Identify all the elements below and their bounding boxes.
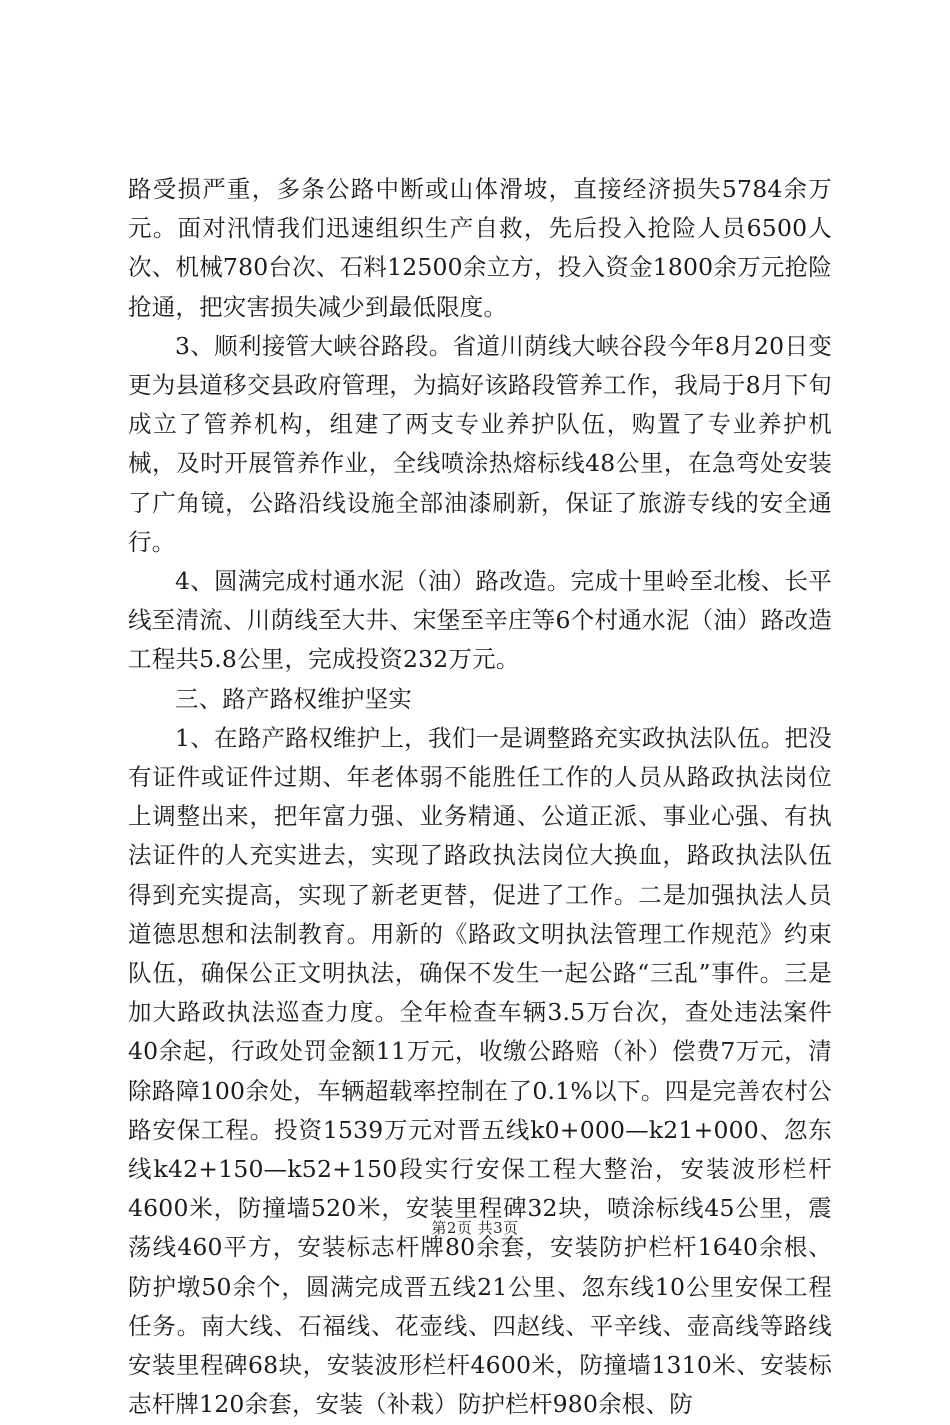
- paragraph-continuation: 路受损严重，多条公路中断或山体滑坡，直接经济损失5784余万元。面对汛情我们迅速组织生产自救，先后投入抢险人员6500人次、机械780台次、石料12500余立方，投入资金1800余万元抢险抢通，把灾害损失减少到最低限度。: [128, 175, 832, 321]
- paragraph-item-3: 3、顺利接管大峡谷路段。省道川荫线大峡谷段今年8月20日变更为县道移交县政府管理，为搞好该路段管养工作，我局于8月下旬成立了管养机构，组建了两支专业养护队伍，购置了专业养护机械，及时开展管养作业，全线喷涂热熔标线48公里，在急弯处安装了广角镜，公路沿线设施全部油漆刷新，保证了旅游专线的安全通行。: [128, 331, 832, 556]
- paragraph-item-1: 1、在路产路权维护上，我们一是调整路充实政执法队伍。把没有证件或证件过期、年老体弱不能胜任工作的人员从路政执法岗位上调整出来，把年富力强、业务精通、公道正派、事业心强、有执法证件的人充实进去，实现了路政执法岗位大换血，路政执法队伍得到充实提高，实现了新老更替，促进了工作。二是加强执法人员道德思想和法制教育。用新的《路政文明执法管理工作规范》约束队伍，确保公正文明执法，确保不发生一起公路“三乱”事件。三是加大路政执法巡查力度。全年检查车辆3.5万台次，查处违法案件40余起，行政处罚金额11万元，收缴公路赔（补）偿费7万元，清除路障100余处，车辆超载率控制在了0.1%以下。四是完善农村公路安保工程。投资1539万元对晋五线k0+000—k21+000、忽东线k42+150—k52+150段实行安保工程大整治，安装波形栏杆4600米，防撞墙520米，安装里程碑32块，喷涂标线45公里，震荡线460平方，安装标志杆牌80余套，安装防护栏杆1640余根、防护墩50余个，圆满完成晋五线21公里、忽东线10公里安保工程任务。南大线、石福线、花壶线、四赵线、平辛线、壶高线等路线安装里程碑68块，安装波形栏杆4600米，防撞墙1310米、安装标志杆牌120余套，安装（补栽）防护栏杆980余根、防: [128, 723, 832, 1419]
- paragraph-item-4: 4、圆满完成村通水泥（油）路改造。完成十里岭至北梭、长平线至清流、川荫线至大井、宋堡至辛庄等6个村通水泥（油）路改造工程共5.8公里，完成投资232万元。: [128, 567, 832, 674]
- section-heading: 三、路产路权维护坚实: [175, 684, 412, 713]
- page-footer: 第2页 共3页: [431, 1219, 519, 1237]
